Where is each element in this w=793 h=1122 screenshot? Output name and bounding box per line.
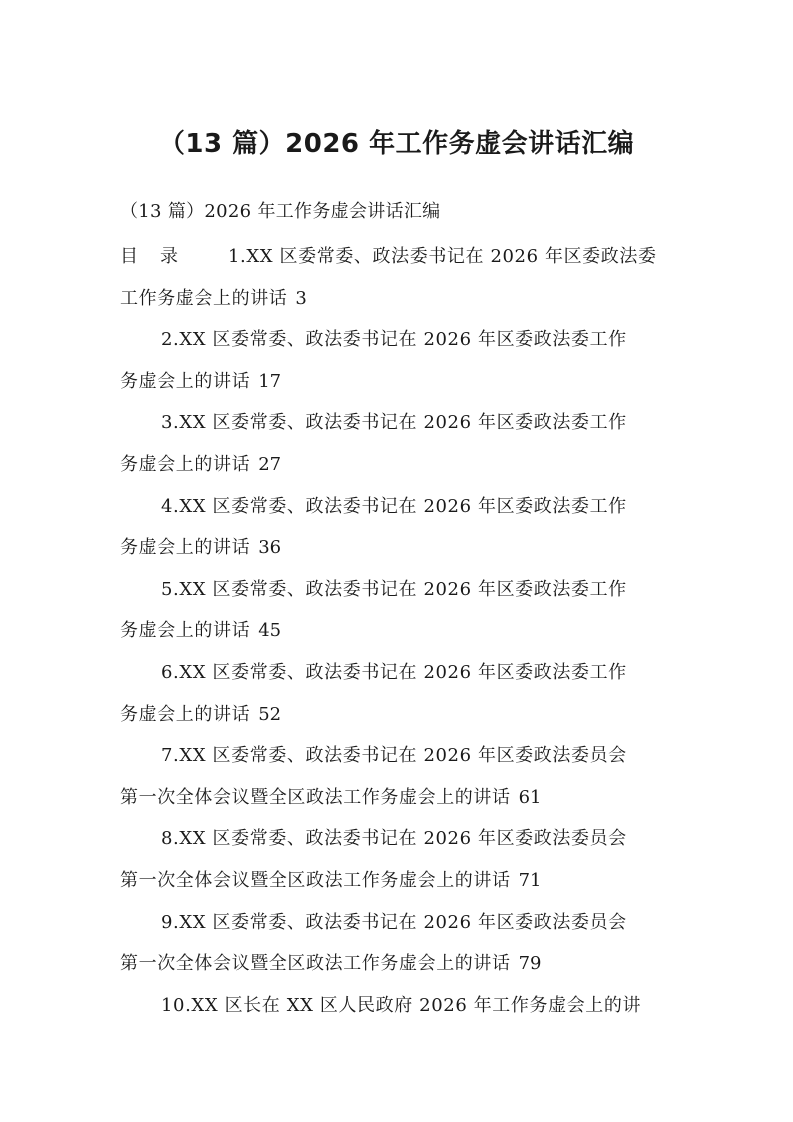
- toc-entry-text: 第一次全体会议暨全区政法工作务虚会上的讲话: [120, 869, 511, 891]
- toc-entry-4-line-2[interactable]: [120, 527, 676, 569]
- document-subtitle: （13 篇）2026 年工作务虚会讲话汇编: [120, 201, 441, 222]
- toc-entry-8-line-1[interactable]: [120, 818, 676, 860]
- toc-entry-text: 4.XX 区委常委、政法委书记在 2026 年区委政法委工作: [161, 495, 627, 517]
- toc-entry-9-line-2[interactable]: [120, 943, 676, 985]
- toc-label-char-1: 目: [120, 246, 138, 267]
- toc-entry-7-line-2[interactable]: [120, 777, 676, 819]
- toc-entry-text: 务虚会上的讲话: [120, 537, 251, 559]
- toc-entry-text: 务虚会上的讲话: [120, 703, 251, 725]
- toc-entry-1-line-1[interactable]: [120, 236, 676, 278]
- toc-entry-3-line-1[interactable]: [120, 402, 676, 444]
- toc-entry-9-line-1[interactable]: [120, 902, 676, 944]
- toc-entry-5-line-2[interactable]: [120, 610, 676, 652]
- toc-entry-2-line-2[interactable]: [120, 361, 676, 403]
- table-of-contents: [120, 236, 676, 1026]
- toc-entry-text: 工作务虚会上的讲话: [120, 287, 288, 309]
- toc-entry-text: 3.XX 区委常委、政法委书记在 2026 年区委政法委工作: [161, 412, 627, 434]
- toc-page-number: 17: [258, 370, 282, 392]
- toc-entry-text: 10.XX 区长在 XX 区人民政府 2026 年工作务虚会上的讲: [161, 994, 642, 1016]
- toc-entry-text: 务虚会上的讲话: [120, 370, 251, 392]
- toc-entry-10-line-1[interactable]: [120, 985, 676, 1027]
- toc-entry-text: 务虚会上的讲话: [120, 620, 251, 642]
- toc-label: [120, 236, 228, 278]
- toc-entry-6-line-2[interactable]: [120, 694, 676, 736]
- document-title: （13 篇）2026 年工作务虚会讲话汇编: [158, 129, 635, 159]
- toc-entry-text: 7.XX 区委常委、政法委书记在 2026 年区委政法委员会: [161, 745, 627, 767]
- toc-entry-text: 9.XX 区委常委、政法委书记在 2026 年区委政法委员会: [161, 911, 627, 933]
- toc-page-number: 3: [295, 287, 307, 309]
- toc-entry-text: 2.XX 区委常委、政法委书记在 2026 年区委政法委工作: [161, 329, 627, 351]
- toc-entry-6-line-1[interactable]: [120, 652, 676, 694]
- toc-entry-8-line-2[interactable]: [120, 860, 676, 902]
- toc-entry-text: 6.XX 区委常委、政法委书记在 2026 年区委政法委工作: [161, 661, 627, 683]
- toc-entry-1-line-2[interactable]: [120, 278, 676, 320]
- toc-page-number: 36: [258, 537, 282, 559]
- toc-page-number: 61: [518, 786, 542, 808]
- toc-entry-4-line-1[interactable]: [120, 486, 676, 528]
- toc-entry-text: 1.XX 区委常委、政法委书记在 2026 年区委政法委: [228, 246, 657, 267]
- toc-entry-text: 务虚会上的讲话: [120, 453, 251, 475]
- toc-page-number: 52: [258, 703, 282, 725]
- toc-entry-3-line-2[interactable]: [120, 444, 676, 486]
- toc-page-number: 45: [258, 620, 282, 642]
- toc-entry-2-line-1[interactable]: [120, 319, 676, 361]
- toc-page-number: 71: [518, 869, 542, 891]
- toc-entry-text: 8.XX 区委常委、政法委书记在 2026 年区委政法委员会: [161, 828, 627, 850]
- toc-entry-text: 5.XX 区委常委、政法委书记在 2026 年区委政法委工作: [161, 578, 627, 600]
- toc-entry-text: 第一次全体会议暨全区政法工作务虚会上的讲话: [120, 953, 511, 975]
- toc-entry-text: 第一次全体会议暨全区政法工作务虚会上的讲话: [120, 786, 511, 808]
- toc-entry-5-line-1[interactable]: [120, 569, 676, 611]
- toc-page-number: 27: [258, 453, 282, 475]
- toc-entry-7-line-1[interactable]: [120, 735, 676, 777]
- toc-page-number: 79: [518, 953, 542, 975]
- toc-label-char-2: 录: [160, 246, 178, 267]
